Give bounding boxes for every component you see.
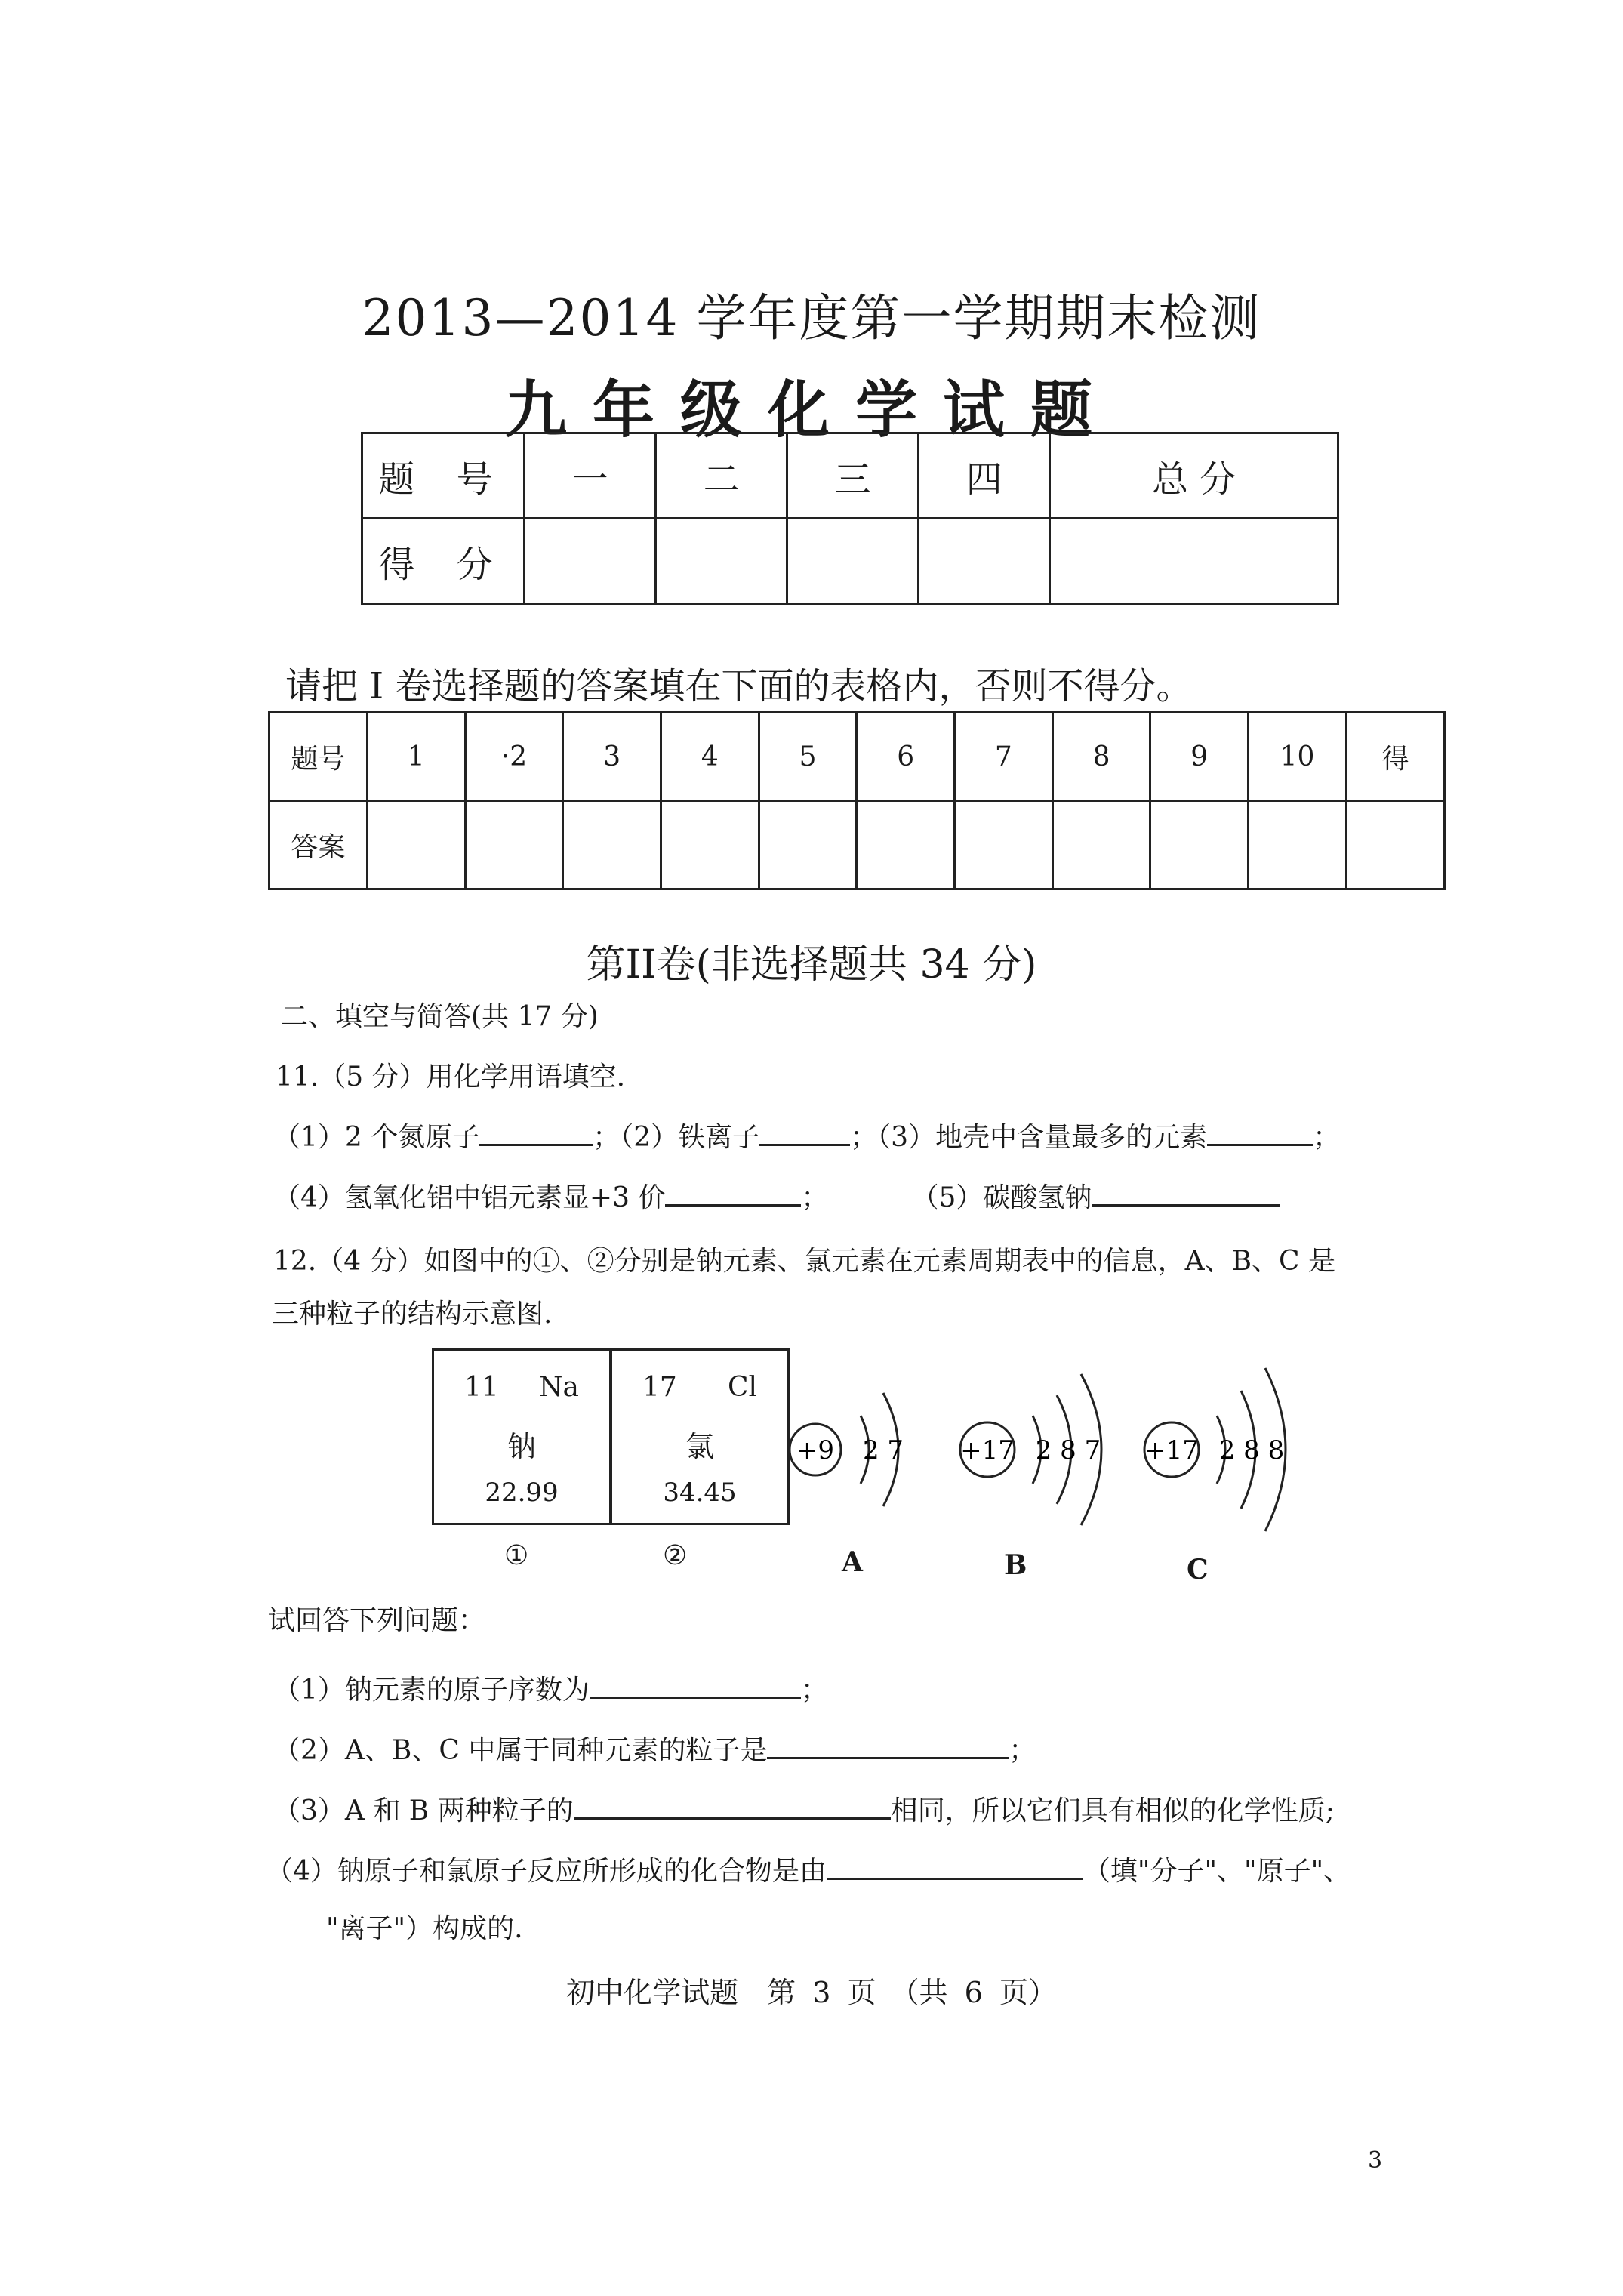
answer-blank[interactable] [827, 1852, 1083, 1880]
q11-item5: （4）氢氧化铝中铝元素显+3 价 [273, 1182, 666, 1213]
answer-num: 6 [857, 713, 955, 801]
element-symbol: Na [539, 1372, 579, 1403]
q11-item3: ；（3）地壳中含量最多的元素 [850, 1122, 1208, 1153]
qa2-text: （2）A、B、C 中属于同种元素的粒子是 [273, 1735, 768, 1766]
particle-b-shells: 2 8 7 [1035, 1435, 1101, 1465]
particle-diagrams [778, 1344, 1306, 1540]
answer-q-label: 题号 [269, 713, 368, 801]
q11-item1: （1）2 个氮原子 [273, 1122, 480, 1153]
answer-blank[interactable] [479, 1118, 593, 1146]
answer-num: 10 [1249, 713, 1347, 801]
exam-title-subject: 九年级化学试题 [504, 374, 1118, 446]
score-cell [787, 519, 919, 604]
atomic-number: 11 [464, 1372, 499, 1403]
qa3-text-b: 相同，所以它们具有相似的化学性质; [890, 1795, 1335, 1826]
q12-prompt: 试回答下列问题： [268, 1605, 486, 1636]
cell-label-2: ② [663, 1540, 688, 1571]
particle-c-shells: 2 8 8 [1218, 1435, 1285, 1465]
element-cell-cl [610, 1348, 790, 1525]
q11-item6: ； [801, 1182, 829, 1213]
answer-blank[interactable] [574, 1792, 891, 1820]
answer-cell [759, 801, 857, 889]
element-name: 钠 [507, 1430, 536, 1463]
score-cell [1050, 519, 1338, 604]
q12-stem-line2: 三种粒子的结构示意图. [272, 1299, 553, 1330]
score-header-label: 题 号 [362, 433, 525, 519]
answer-instruction: 请把 I 卷选择题的答案填在下面的表格内，否则不得分。 [285, 665, 1193, 707]
q12-qa4 [266, 1850, 1350, 1888]
particle-a-shells: 2 7 [862, 1435, 904, 1465]
score-table [361, 432, 1339, 605]
answer-cell [465, 801, 563, 889]
answer-cell [1052, 801, 1150, 889]
answer-blank[interactable] [590, 1671, 801, 1699]
score-header-1: 一 [525, 433, 656, 519]
score-cell [525, 519, 656, 604]
particle-label-c: C [1187, 1554, 1209, 1586]
score-cell [656, 519, 787, 604]
answer-num: 1 [367, 713, 465, 801]
answer-cell [1249, 801, 1347, 889]
score-header-2: 二 [656, 433, 787, 519]
q11-item7: （5）碳酸氢钠 [911, 1182, 1092, 1213]
exam-title-year: 2013—2014 学年度第一学期期末检测 [362, 289, 1261, 347]
answer-num: 5 [759, 713, 857, 801]
answer-cell [563, 801, 661, 889]
q12-qa3 [273, 1789, 1335, 1828]
q12-qa4-cont: "离子"）构成的. [326, 1913, 523, 1944]
page-footer: 初中化学试题 第 3 页 （共 6 页） [566, 1976, 1057, 2009]
answer-cell [661, 801, 759, 889]
element-symbol: Cl [727, 1372, 757, 1403]
semicolon: ； [800, 1675, 828, 1706]
q11-line1 [273, 1116, 1340, 1154]
particle-a-nucleus: +9 [796, 1435, 835, 1465]
answer-cell [955, 801, 1053, 889]
qa1-text: （1）钠元素的原子序数为 [273, 1675, 590, 1706]
q12-qa1 [273, 1669, 828, 1707]
particle-c-nucleus: +17 [1144, 1435, 1199, 1465]
answer-cell [1150, 801, 1249, 889]
score-header-total: 总 分 [1050, 433, 1338, 519]
answer-table-wrap [268, 711, 1409, 889]
answer-num: ·2 [465, 713, 563, 801]
answer-blank[interactable] [759, 1118, 850, 1146]
score-header-4: 四 [919, 433, 1050, 519]
particle-label-a: A [842, 1546, 863, 1578]
semicolon: ； [1009, 1735, 1036, 1766]
answer-blank[interactable] [767, 1731, 1009, 1759]
answer-num: 9 [1150, 713, 1249, 801]
cell-label-1: ① [504, 1540, 529, 1571]
answer-num: 得 [1347, 713, 1445, 801]
score-row-label: 得 分 [362, 519, 525, 604]
qa4-text-a: （4）钠原子和氯原子反应所形成的化合物是由 [266, 1856, 827, 1887]
answer-cell [1347, 801, 1445, 889]
answer-a-label: 答案 [269, 801, 368, 889]
qa3-text-a: （3）A 和 B 两种粒子的 [273, 1795, 574, 1826]
element-name: 氯 [685, 1430, 714, 1463]
qa4-text-b: （填"分子"、"原子"、 [1083, 1856, 1351, 1887]
answer-cell [367, 801, 465, 889]
element-cell-na [432, 1348, 611, 1525]
part-title: 二、填空与简答(共 17 分) [281, 1001, 599, 1032]
q11-line2 [273, 1176, 1280, 1215]
answer-blank[interactable] [1092, 1179, 1280, 1207]
atomic-mass: 22.99 [485, 1478, 559, 1508]
answer-table [268, 711, 1446, 890]
q12-stem-line1: 12.（4 分）如图中的①、②分别是钠元素、氯元素在元素周期表中的信息，A、B、C 是 [273, 1246, 1336, 1277]
atomic-number: 17 [642, 1372, 677, 1403]
answer-num: 4 [661, 713, 759, 801]
q11-item2: ；（2）铁离子 [593, 1122, 760, 1153]
answer-num: 8 [1052, 713, 1150, 801]
atomic-mass: 34.45 [663, 1478, 737, 1508]
score-header-3: 三 [787, 433, 919, 519]
q12-qa2 [273, 1729, 1036, 1767]
answer-blank[interactable] [1207, 1118, 1313, 1146]
particle-label-b: B [1004, 1549, 1027, 1581]
page-number: 3 [1368, 2147, 1383, 2174]
answer-blank[interactable] [665, 1179, 801, 1207]
q11-item4: ； [1313, 1122, 1341, 1153]
section-heading: 第II卷(非选择题共 34 分) [586, 942, 1037, 988]
answer-num: 7 [955, 713, 1053, 801]
answer-num: 3 [563, 713, 661, 801]
particle-b-nucleus: +17 [960, 1435, 1015, 1465]
answer-cell [857, 801, 955, 889]
score-cell [919, 519, 1050, 604]
q11-stem: 11.（5 分）用化学用语填空. [276, 1062, 626, 1093]
